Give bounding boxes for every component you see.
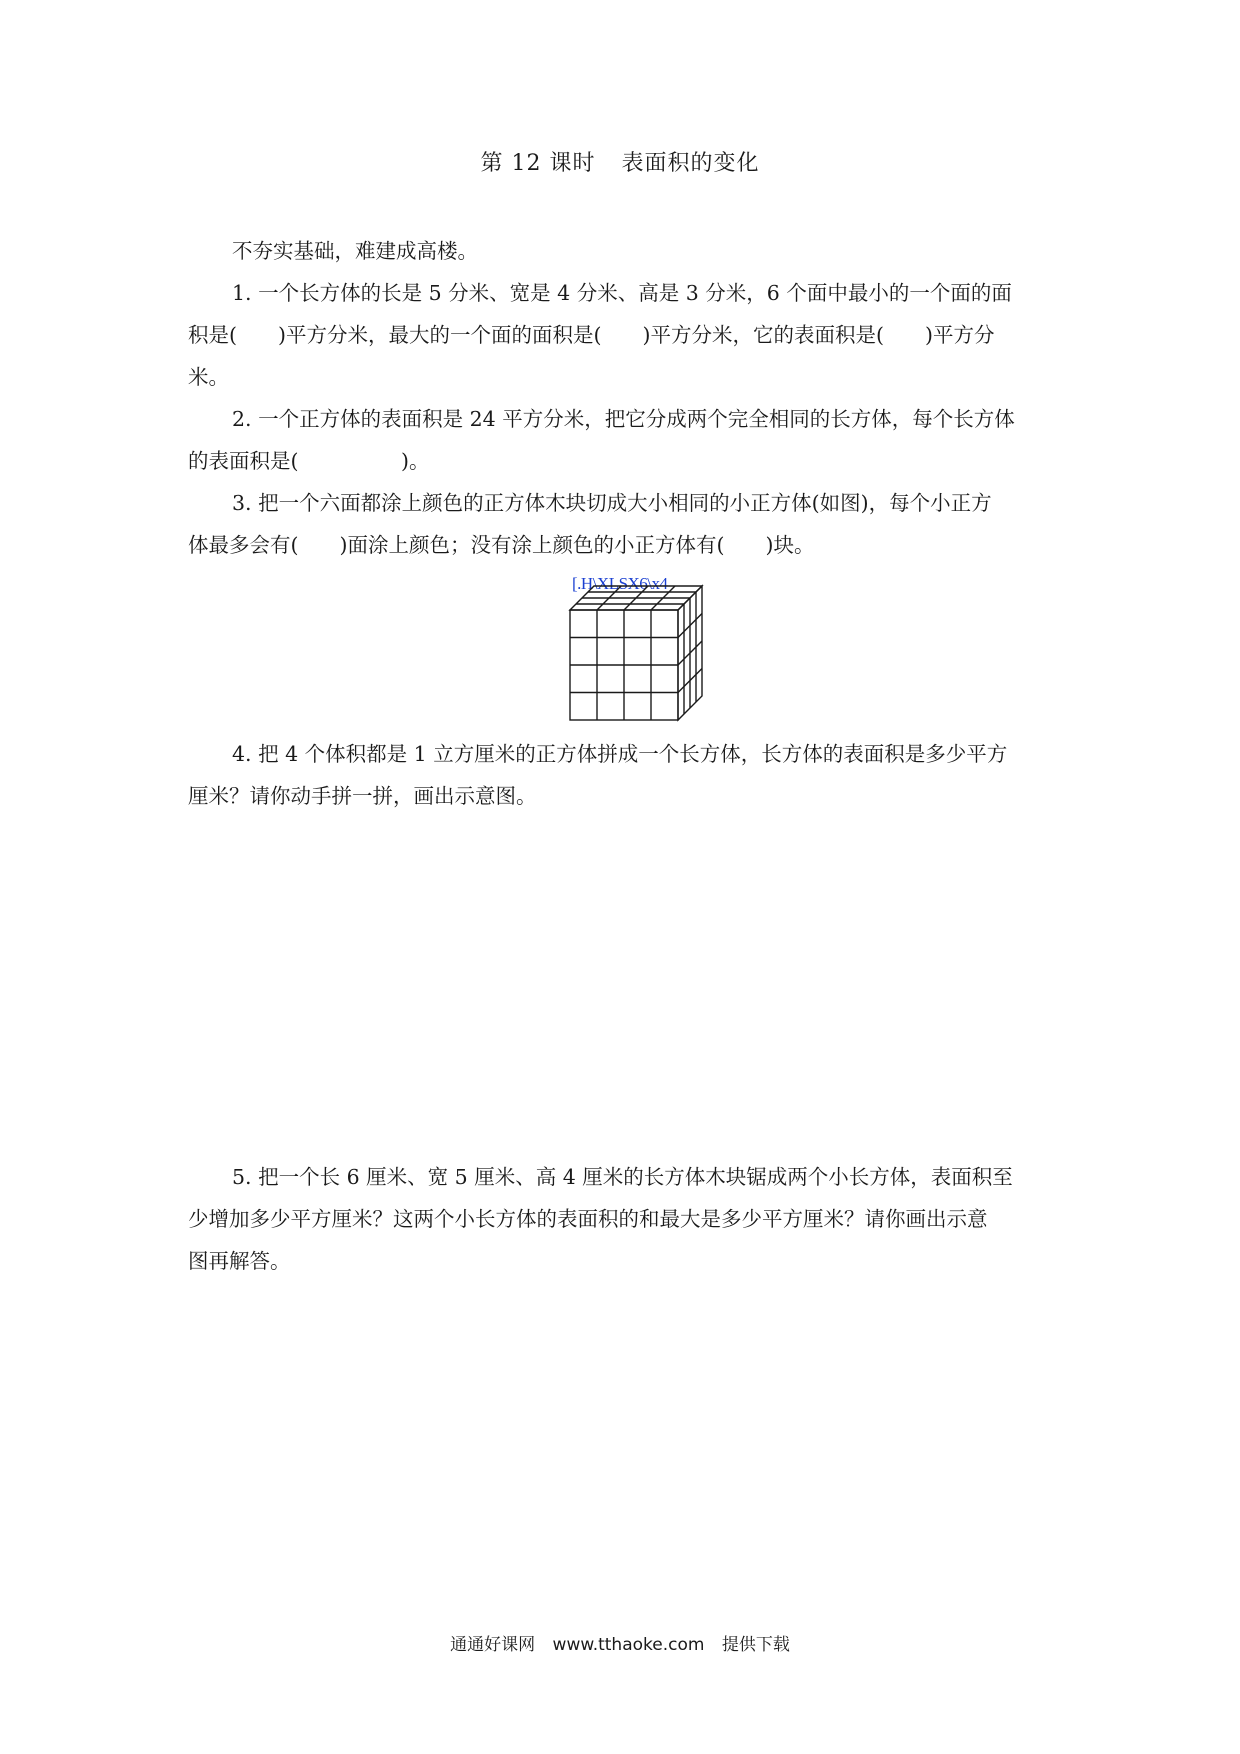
cube-grid-figure — [560, 570, 730, 730]
lesson-topic: 表面积的变化 — [621, 151, 760, 176]
q5-line-1: 5. 把一个长 6 厘米、宽 5 厘米、高 4 厘米的长方体木块锯成两个小长方体，表面积至 — [232, 1165, 1013, 1189]
footer-url[interactable]: www.tthaoke.com — [552, 1635, 705, 1655]
worksheet-body — [188, 230, 1058, 566]
q5-line-3: 图再解答。 — [188, 1249, 291, 1273]
lesson-number: 第 12 课时 — [480, 151, 596, 176]
page-footer — [0, 1630, 1240, 1655]
q3-line-2: 体最多会有( )面涂上颜色；没有涂上颜色的小正方体有( )块。 — [188, 533, 815, 557]
page-title — [0, 146, 1240, 177]
q1-line-3: 米。 — [188, 365, 229, 389]
question-3 — [188, 482, 1058, 566]
question-1 — [188, 272, 1058, 398]
q3-line-1: 3. 把一个六面都涂上颜色的正方体木块切成大小相同的小正方体(如图)，每个小正方 — [232, 491, 992, 515]
question-5 — [188, 1156, 1058, 1282]
q1-line-1: 1. 一个长方体的长是 5 分米、宽是 4 分米、高是 3 分米，6 个面中最小的一个面的面 — [232, 281, 1012, 305]
q5-line-2: 少增加多少平方厘米？这两个小长方体的表面积的和最大是多少平方厘米？请你画出示意 — [188, 1207, 988, 1231]
question-4 — [188, 733, 1058, 817]
q1-line-2: 积是( )平方分米，最大的一个面的面积是( )平方分米，它的表面积是( )平方分 — [188, 323, 995, 347]
question-2 — [188, 398, 1058, 482]
q4-line-1: 4. 把 4 个体积都是 1 立方厘米的正方体拼成一个长方体，长方体的表面积是多少平方 — [232, 742, 1008, 766]
figure-label: [.H\XLSX6\x4 — [572, 574, 668, 593]
footer-suffix: 提供下载 — [721, 1635, 790, 1655]
q2-line-1: 2. 一个正方体的表面积是 24 平方分米，把它分成两个完全相同的长方体，每个长方体 — [232, 407, 1015, 431]
motto: 不夯实基础，难建成高楼。 — [232, 239, 478, 263]
q4-line-2: 厘米？请你动手拼一拼，画出示意图。 — [188, 784, 537, 808]
footer-site-name: 通通好课网 — [450, 1635, 536, 1655]
q2-line-2: 的表面积是( )。 — [188, 449, 430, 473]
